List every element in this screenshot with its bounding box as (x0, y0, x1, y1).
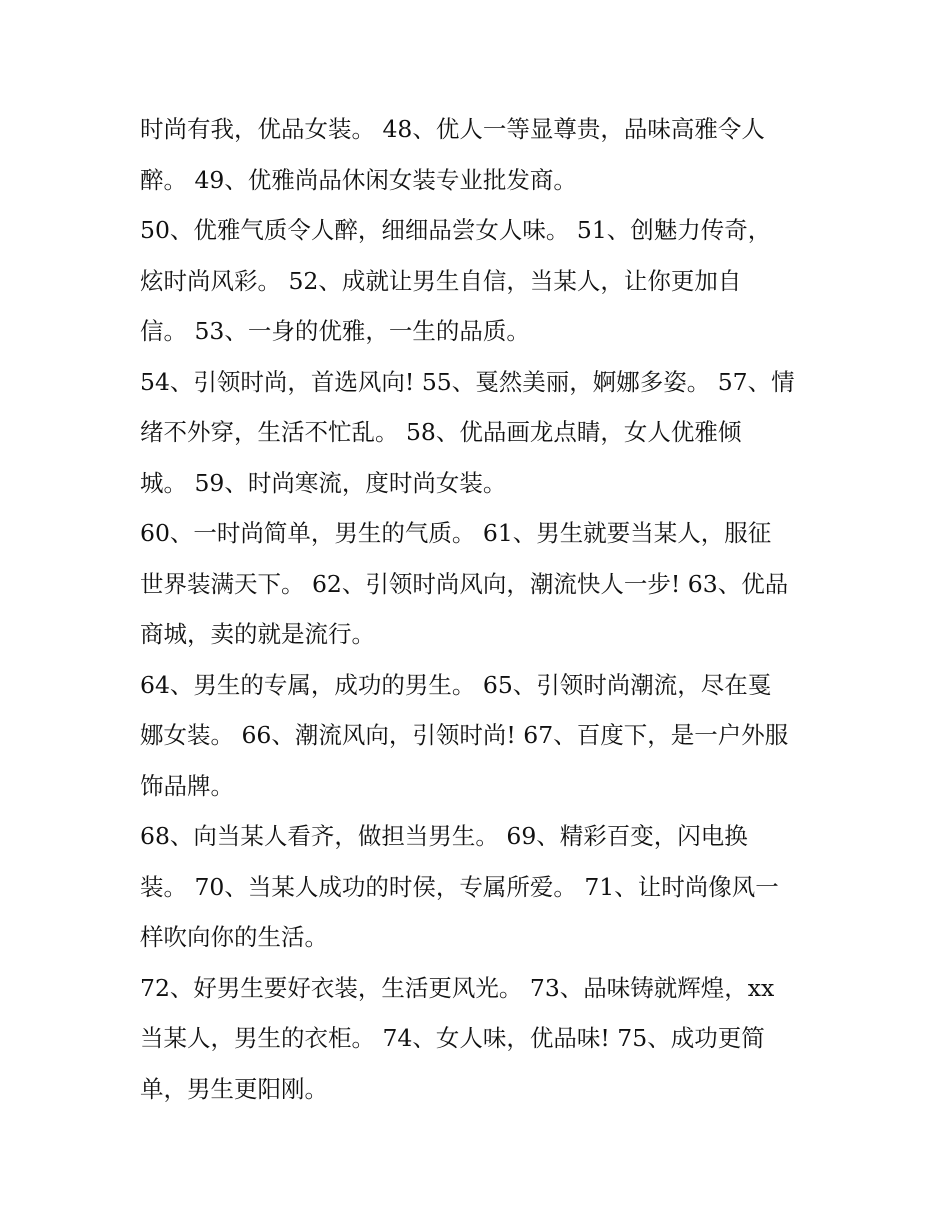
text-line: 装。 70、当某人成功的时侯，专属所爱。 71、让时尚像风一 (140, 872, 779, 901)
paragraph-3 (140, 357, 810, 509)
paragraph-6 (140, 811, 810, 963)
paragraph-5 (140, 660, 810, 812)
text-line: 信。 53、一身的优雅，一生的品质。 (140, 317, 530, 345)
text-line: 60、一时尚简单，男生的气质。 61、男生就要当某人，服征 (140, 519, 772, 547)
text-line: 商城，卖的就是流行。 (140, 620, 375, 648)
paragraph-7 (140, 963, 810, 1115)
document-body (140, 104, 810, 1114)
text-line: 68、向当某人看齐，做担当男生。 69、精彩百变，闪电换 (140, 822, 748, 850)
text-line: 50、优雅气质令人醉，细细品尝女人味。 51、创魅力传奇， (140, 216, 772, 244)
paragraph-4 (140, 508, 810, 660)
text-line: 城。 59、时尚寒流，度时尚女装。 (140, 468, 507, 497)
text-line: 绪不外穿，生活不忙乱。 58、优品画龙点睛，女人优雅倾 (140, 418, 742, 446)
text-line: 72、好男生要好衣装，生活更风光。 73、品味铸就辉煌，xx (140, 973, 775, 1002)
text-line: 炫时尚风彩。 52、成就让男生自信，当某人，让你更加自 (140, 266, 742, 295)
text-line: 单，男生更阳刚。 (140, 1074, 328, 1103)
paragraph-1 (140, 104, 810, 205)
text-line: 娜女装。 66、潮流风向，引领时尚! 67、百度下，是一户外服 (140, 721, 789, 749)
text-line: 世界装满天下。 62、引领时尚风向，潮流快人一步! 63、优品 (140, 569, 789, 598)
text-line: 54、引领时尚，首选风向! 55、戛然美丽，婀娜多姿。 57、情 (140, 367, 795, 396)
text-line: 醉。 49、优雅尚品休闲女装专业批发商。 (140, 165, 577, 194)
text-line: 时尚有我，优品女装。 48、优人一等显尊贵，品味高雅令人 (140, 115, 765, 143)
text-line: 样吹向你的生活。 (140, 923, 328, 951)
text-line: 饰品牌。 (140, 771, 234, 800)
text-line: 当某人，男生的衣柜。 74、女人味，优品味! 75、成功更简 (140, 1024, 765, 1052)
paragraph-2 (140, 205, 810, 357)
text-line: 64、男生的专属，成功的男生。 65、引领时尚潮流，尽在戛 (140, 670, 772, 699)
